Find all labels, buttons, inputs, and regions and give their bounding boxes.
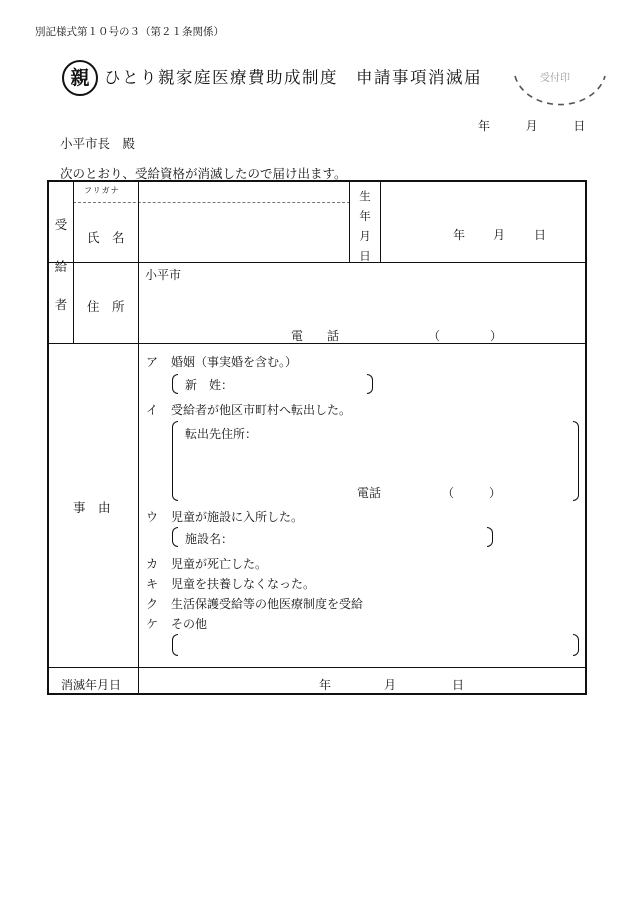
submission-date (478, 117, 585, 134)
reason-text-ke: その他 (171, 617, 208, 631)
reason-mark-ka: カ (146, 557, 159, 571)
reason-text-a: 婚姻（事実婚を含む。） (171, 355, 298, 369)
recipient-section-char-2: 給 (54, 259, 68, 274)
reason-text-ka: 児童が死亡した。 (171, 557, 268, 571)
form-number: 別記様式第１０号の３（第２１条関係） (35, 26, 224, 38)
name-label: 氏 名 (87, 230, 125, 245)
submission-year-label: 年 (478, 119, 491, 133)
moveout-phone-label: 電話 (357, 486, 382, 500)
reason-mark-ki: キ (146, 577, 159, 591)
reason-text-u: 児童が施設に入所した。 (171, 510, 304, 524)
facility-label: 施設名： (185, 532, 234, 546)
moveout-address-label: 転出先住所： (185, 427, 258, 441)
address-prefix: 小平市 (145, 268, 182, 282)
reason-mark-ku: ク (146, 597, 159, 611)
submission-day-label: 日 (573, 119, 586, 133)
new-surname-label: 新 姓： (185, 378, 234, 392)
phone-label: 電 話 (291, 329, 340, 343)
termination-day-label: 日 (452, 678, 465, 692)
recipient-section-char-3: 者 (54, 297, 68, 312)
recipient-section-char-1: 受 (54, 217, 68, 232)
addressee: 小平市長 殿 (60, 136, 136, 151)
reason-mark-u: ウ (146, 510, 159, 524)
termination-date-label: 消滅年月日 (61, 678, 122, 692)
reason-text-ku: 生活保護受給等の他医療制度を受給 (171, 597, 364, 611)
reason-mark-a: ア (146, 355, 159, 369)
reason-label: 事 由 (73, 500, 111, 515)
furigana-field[interactable] (142, 186, 347, 200)
reason-text-ki: 児童を扶養しなくなった。 (171, 577, 316, 591)
address-label: 住 所 (87, 299, 125, 314)
termination-year-label: 年 (319, 678, 332, 692)
birth-month-label: 月 (493, 228, 506, 242)
reception-stamp-arc (510, 56, 610, 116)
furigana-label: フリガナ (84, 186, 120, 195)
birthdate-char-3: 月 (359, 229, 371, 243)
termination-month-label: 月 (384, 678, 397, 692)
reason-mark-ke: ケ (146, 617, 159, 631)
parent-circle-mark: 親 (62, 60, 98, 96)
birth-year-label: 年 (453, 228, 466, 242)
phone-paren-open: （ (428, 329, 441, 343)
moveout-paren-open: （ (442, 486, 455, 500)
form-title: ひとり親家庭医療費助成制度 申請事項消滅届 (104, 68, 482, 87)
birth-day-label: 日 (534, 228, 547, 242)
form-table (47, 180, 587, 695)
submission-month-label: 月 (525, 119, 538, 133)
birthdate-char-1: 生 (359, 189, 371, 203)
birthdate-char-4: 日 (359, 249, 371, 263)
name-field[interactable] (142, 206, 347, 258)
intro-text: 次のとおり、受給資格が消滅したので届け出ます。 (60, 166, 347, 181)
birthdate-char-2: 年 (359, 209, 371, 223)
moveout-paren-close: ） (489, 486, 502, 500)
reception-stamp-label: 受付印 (540, 73, 570, 84)
reason-mark-i: イ (146, 403, 159, 417)
reason-text-i: 受給者が他区市町村へ転出した。 (171, 403, 352, 417)
phone-paren-close: ） (490, 329, 503, 343)
address-field[interactable] (189, 266, 579, 316)
